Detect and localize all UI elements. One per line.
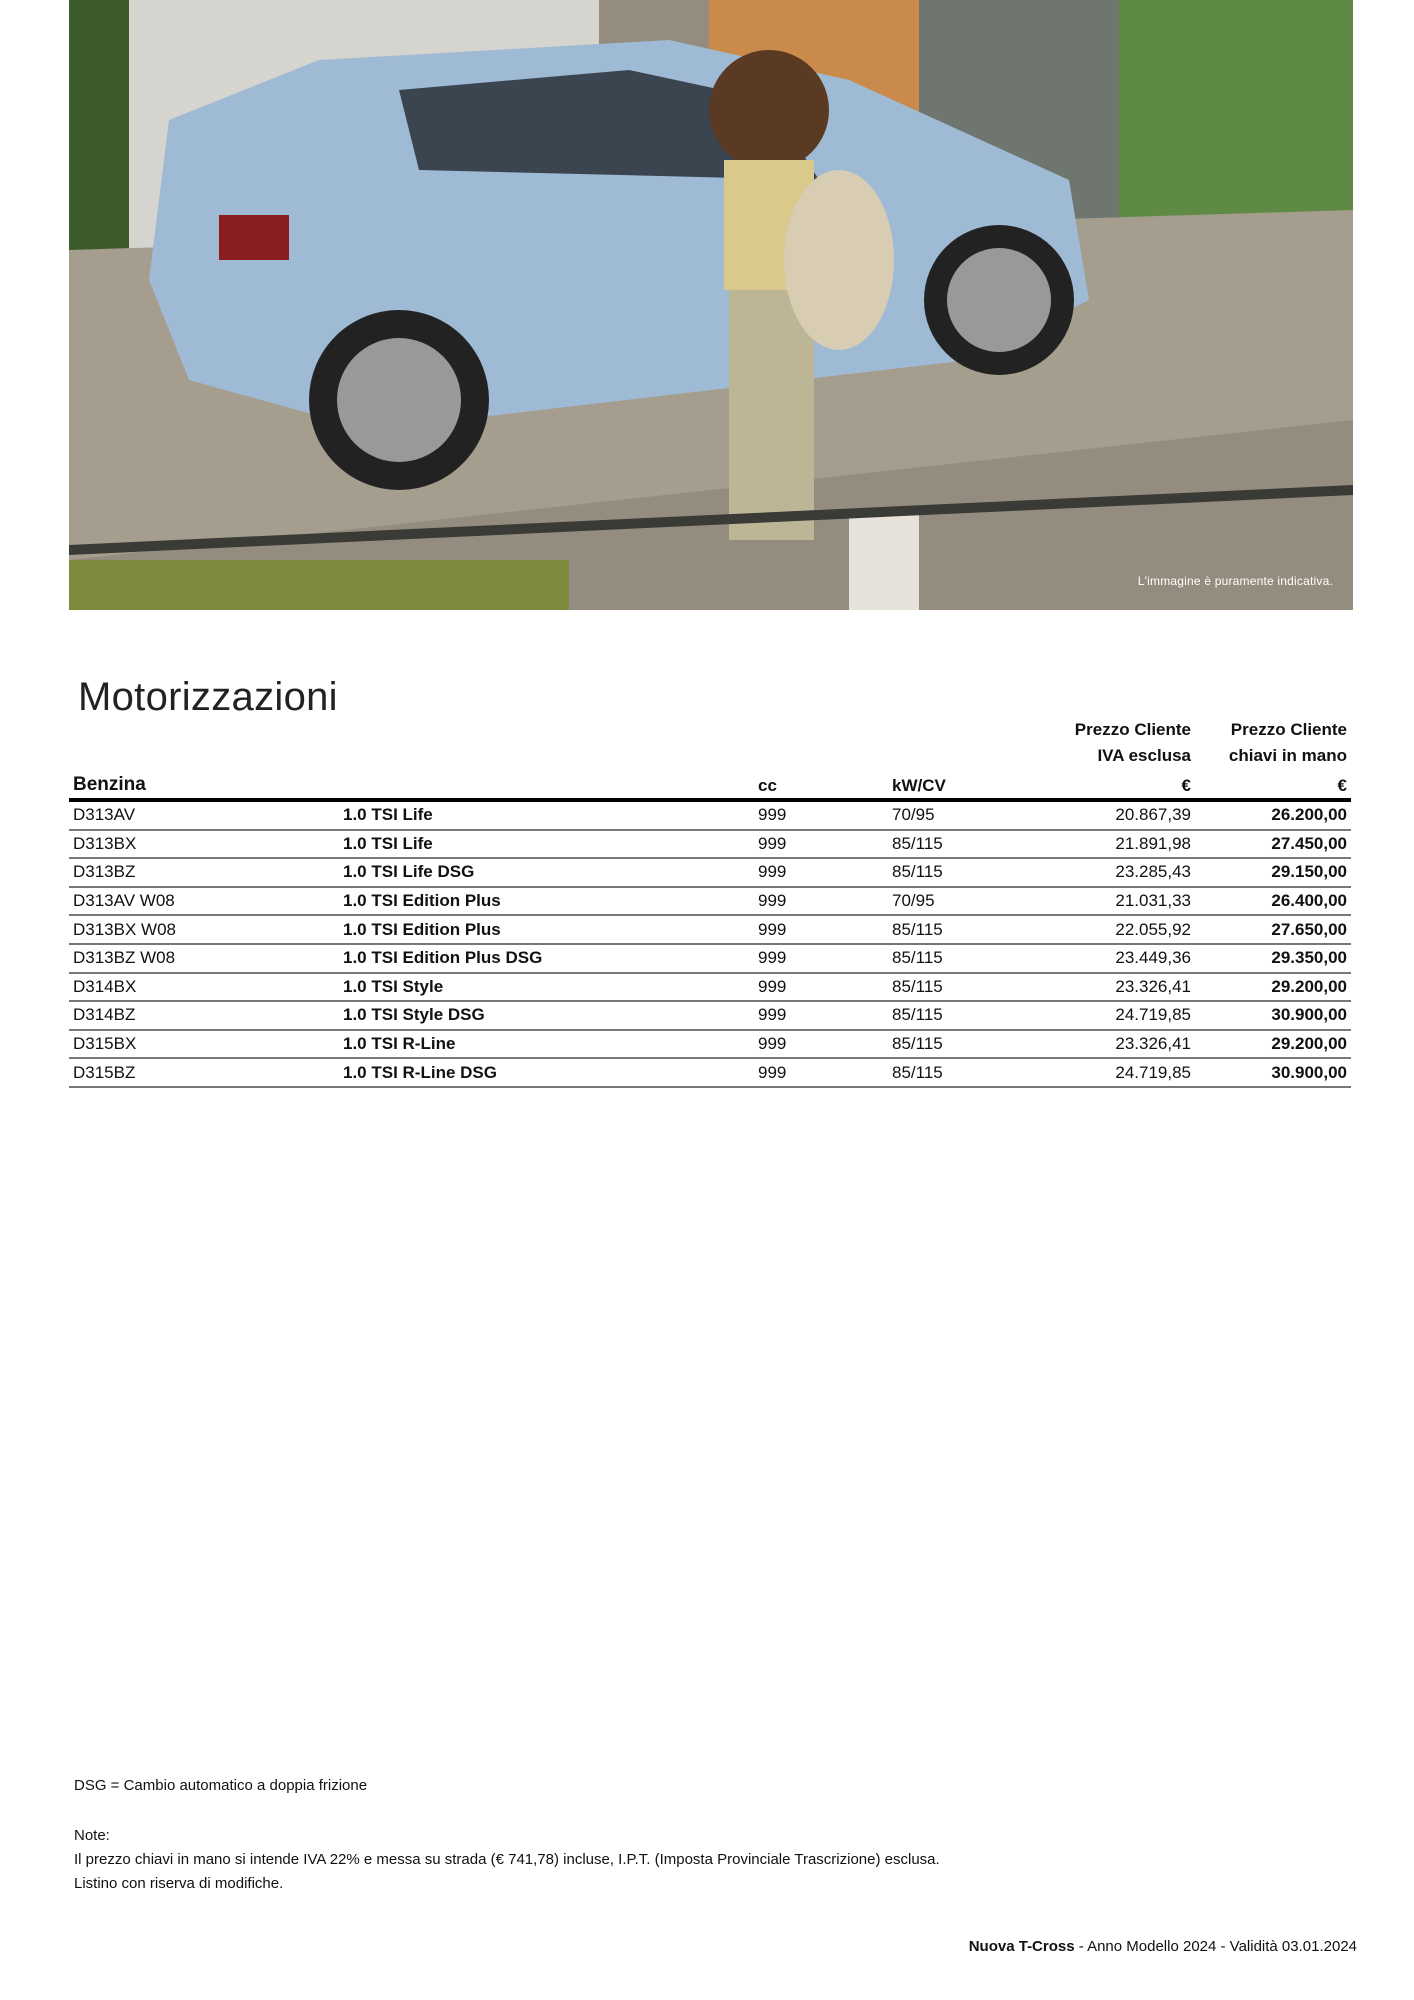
table-row <box>69 800 1351 830</box>
cell-cc: 999 <box>754 915 888 944</box>
cell-code: D315BX <box>69 1030 339 1059</box>
cell-name: 1.0 TSI Style <box>339 973 754 1002</box>
cell-kwcv: 85/115 <box>888 1030 1068 1059</box>
cell-cc: 999 <box>754 887 888 916</box>
footer-validity: - Anno Modello 2024 - Validità 03.01.2024 <box>1074 1938 1357 1955</box>
page-title: Motorizzazioni <box>78 674 338 719</box>
header-price-otr: Prezzo Cliente <box>1230 720 1347 739</box>
cell-name: 1.0 TSI R-Line <box>339 1030 754 1059</box>
cell-net: 24.719,85 <box>1068 1001 1195 1030</box>
notes-label: Note: <box>74 1827 110 1844</box>
header-price-otr-sub: chiavi in mano <box>1228 746 1347 765</box>
cell-code: D314BZ <box>69 1001 339 1030</box>
table-row <box>69 973 1351 1002</box>
cell-otr: 27.650,00 <box>1195 915 1351 944</box>
header-row-main <box>69 766 1351 800</box>
car-photo-illustration <box>69 0 1353 610</box>
cell-cc: 999 <box>754 944 888 973</box>
cell-name: 1.0 TSI Life DSG <box>339 858 754 887</box>
cell-name: 1.0 TSI Edition Plus <box>339 915 754 944</box>
cell-kwcv: 85/115 <box>888 1001 1068 1030</box>
cell-otr: 27.450,00 <box>1195 830 1351 859</box>
hero-photo <box>69 0 1353 610</box>
header-kwcv: kW/CV <box>888 766 1068 800</box>
header-row-1 <box>69 714 1351 740</box>
table-row <box>69 858 1351 887</box>
cell-name: 1.0 TSI Edition Plus DSG <box>339 944 754 973</box>
cell-net: 22.055,92 <box>1068 915 1195 944</box>
cell-cc: 999 <box>754 800 888 830</box>
cell-kwcv: 70/95 <box>888 887 1068 916</box>
cell-kwcv: 85/115 <box>888 858 1068 887</box>
cell-code: D313BX W08 <box>69 915 339 944</box>
header-otr-unit: € <box>1195 766 1351 800</box>
table-row <box>69 887 1351 916</box>
cell-otr: 29.200,00 <box>1195 973 1351 1002</box>
cell-net: 23.449,36 <box>1068 944 1195 973</box>
cell-net: 20.867,39 <box>1068 800 1195 830</box>
dsg-note: DSG = Cambio automatico a doppia frizione <box>74 1777 368 1794</box>
cell-kwcv: 85/115 <box>888 973 1068 1002</box>
cell-code: D314BX <box>69 973 339 1002</box>
cell-otr: 29.150,00 <box>1195 858 1351 887</box>
cell-code: D313BX <box>69 830 339 859</box>
footer <box>969 1938 1357 1955</box>
cell-otr: 29.200,00 <box>1195 1030 1351 1059</box>
note-line-2: Listino con riserva di modifiche. <box>74 1875 284 1892</box>
photo-disclaimer: L'immagine è puramente indicativa. <box>1137 574 1333 588</box>
table-row <box>69 830 1351 859</box>
cell-cc: 999 <box>754 1030 888 1059</box>
table-row <box>69 1030 1351 1059</box>
cell-net: 23.326,41 <box>1068 973 1195 1002</box>
table-row <box>69 915 1351 944</box>
cell-code: D313AV <box>69 800 339 830</box>
cell-net: 21.891,98 <box>1068 830 1195 859</box>
cell-otr: 30.900,00 <box>1195 1058 1351 1087</box>
cell-otr: 30.900,00 <box>1195 1001 1351 1030</box>
table-row <box>69 1001 1351 1030</box>
cell-name: 1.0 TSI R-Line DSG <box>339 1058 754 1087</box>
cell-otr: 26.200,00 <box>1195 800 1351 830</box>
cell-cc: 999 <box>754 830 888 859</box>
cell-otr: 26.400,00 <box>1195 887 1351 916</box>
cell-otr: 29.350,00 <box>1195 944 1351 973</box>
cell-net: 23.326,41 <box>1068 1030 1195 1059</box>
cell-cc: 999 <box>754 1058 888 1087</box>
footer-model: Nuova T-Cross <box>968 1938 1075 1955</box>
header-net-unit: € <box>1068 766 1195 800</box>
cell-kwcv: 85/115 <box>888 1058 1068 1087</box>
header-row-2 <box>69 740 1351 766</box>
cell-cc: 999 <box>754 858 888 887</box>
header-cc: cc <box>754 766 888 800</box>
cell-code: D313AV W08 <box>69 887 339 916</box>
cell-kwcv: 85/115 <box>888 944 1068 973</box>
cell-kwcv: 85/115 <box>888 830 1068 859</box>
engine-price-table <box>69 714 1351 1088</box>
cell-kwcv: 85/115 <box>888 915 1068 944</box>
table-row <box>69 1058 1351 1087</box>
cell-code: D315BZ <box>69 1058 339 1087</box>
cell-name: 1.0 TSI Life <box>339 800 754 830</box>
table-row <box>69 944 1351 973</box>
cell-code: D313BZ <box>69 858 339 887</box>
header-price-net-sub: IVA esclusa <box>1097 746 1191 765</box>
cell-kwcv: 70/95 <box>888 800 1068 830</box>
cell-code: D313BZ W08 <box>69 944 339 973</box>
cell-cc: 999 <box>754 973 888 1002</box>
note-line-1: Il prezzo chiavi in mano si intende IVA 22% e messa su strada (€ 741,78) incluse, I.P.T. (Imposta Provinciale Trascrizione) esclusa. <box>74 1851 940 1868</box>
section-label: Benzina <box>69 766 339 800</box>
cell-net: 21.031,33 <box>1068 887 1195 916</box>
cell-name: 1.0 TSI Style DSG <box>339 1001 754 1030</box>
header-price-net: Prezzo Cliente <box>1074 720 1191 739</box>
cell-net: 23.285,43 <box>1068 858 1195 887</box>
cell-name: 1.0 TSI Edition Plus <box>339 887 754 916</box>
cell-net: 24.719,85 <box>1068 1058 1195 1087</box>
cell-cc: 999 <box>754 1001 888 1030</box>
cell-name: 1.0 TSI Life <box>339 830 754 859</box>
